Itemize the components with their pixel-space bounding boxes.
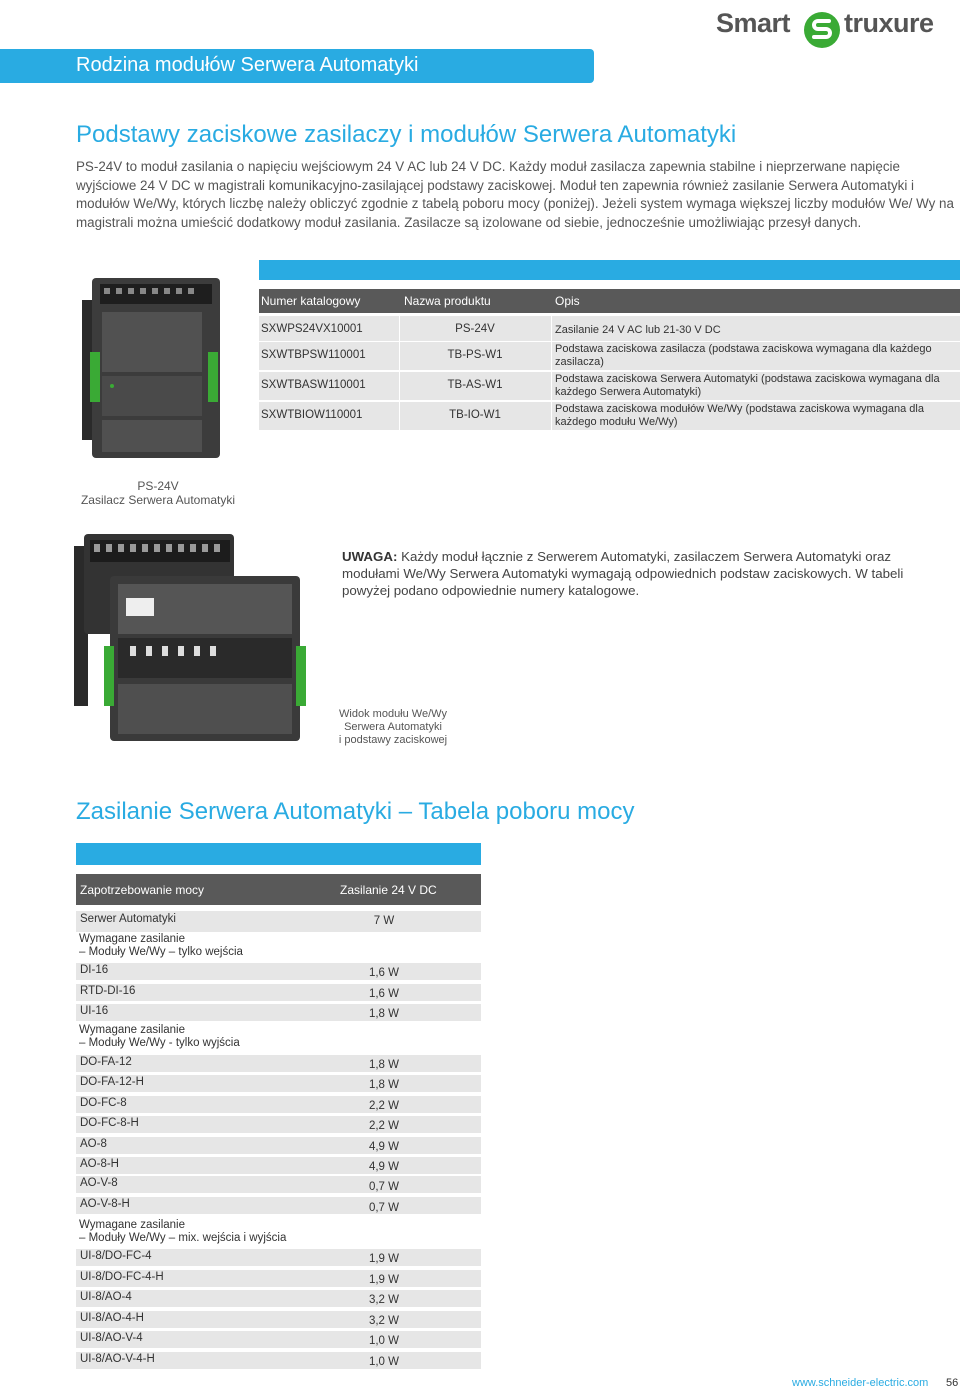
- item-name: UI-8/AO-4: [80, 1291, 132, 1303]
- device2-caption-line1: Widok modułu We/Wy: [339, 708, 447, 720]
- note-block: [342, 548, 942, 599]
- description: Podstawa zaciskowa modułów We/Wy (podstawa zaciskowa wymagana dla każdego modułu We/Wy): [555, 403, 924, 428]
- item-name: UI-8/DO-FC-4: [80, 1250, 152, 1262]
- table-row: [76, 1311, 481, 1328]
- table-row: [259, 342, 960, 370]
- item-value: 1,6 W: [368, 988, 400, 1000]
- smartstruxure-logo: [716, 6, 956, 46]
- table-row: [76, 1352, 481, 1369]
- table-row: [76, 911, 481, 932]
- item-name: UI-8/AO-V-4: [80, 1332, 143, 1344]
- item-name: UI-8/AO-4-H: [80, 1312, 144, 1324]
- table-row: [76, 984, 481, 1001]
- item-name: AO-8: [80, 1138, 107, 1150]
- catalog-number: SXWPS24VX10001: [261, 323, 363, 335]
- device1-caption: [78, 479, 238, 507]
- item-name: DI-16: [80, 964, 109, 976]
- item-value: 1,8 W: [368, 1079, 400, 1091]
- logo-text-smart: Smart: [716, 8, 791, 38]
- group-title: [79, 1219, 329, 1245]
- item-name: UI-16: [80, 1005, 109, 1017]
- item-name: DO-FA-12-H: [80, 1076, 144, 1088]
- logo-s-mark-icon: [802, 10, 842, 50]
- group-title-line1: Wymagane zasilanie: [79, 1219, 186, 1231]
- table-row: [76, 1331, 481, 1348]
- title-banner: [0, 49, 594, 83]
- device2-caption-line2: Serwera Automatyki: [344, 721, 442, 733]
- item-value: 1,9 W: [368, 1274, 400, 1286]
- power-table-header: [76, 874, 481, 905]
- item-value: 3,2 W: [368, 1294, 400, 1306]
- item-name: AO-8-H: [80, 1158, 119, 1170]
- item-name: UI-8/AO-V-4-H: [80, 1353, 155, 1365]
- device1-caption-line1: PS-24V: [137, 479, 179, 493]
- catalog-number: SXWTBPSW110001: [261, 349, 366, 361]
- group-title-line1: Wymagane zasilanie: [79, 1024, 186, 1036]
- item-value: 3,2 W: [368, 1315, 400, 1327]
- col-catalog-number: Numer katalogowy: [261, 294, 361, 308]
- item-value: 4,9 W: [368, 1161, 400, 1173]
- logo-text-truxure: truxure: [844, 8, 934, 38]
- table-row: [76, 1290, 481, 1307]
- item-value: 4,9 W: [368, 1141, 400, 1153]
- table-row: [76, 1270, 481, 1287]
- group-title: [79, 933, 329, 959]
- item-value: 0,7 W: [368, 1181, 400, 1193]
- footer-website-link[interactable]: www.schneider-electric.com: [792, 1377, 929, 1389]
- group-title-line2: – Moduły We/Wy - tylko wyjścia: [79, 1037, 240, 1049]
- description: Podstawa zaciskowa zasilacza (podstawa zaciskowa wymagana dla każdego zasilacza): [555, 343, 932, 368]
- item-value: 1,8 W: [368, 1059, 400, 1071]
- table-row: [76, 1004, 481, 1021]
- product-table-bar: [259, 260, 960, 280]
- item-value: 1,8 W: [368, 1008, 400, 1020]
- item-value: 1,6 W: [368, 967, 400, 979]
- item-name: UI-8/DO-FC-4-H: [80, 1271, 164, 1283]
- power-table-bar: [76, 843, 481, 865]
- table-row: [259, 372, 960, 400]
- product-name: TB-PS-W1: [447, 349, 503, 361]
- col-description: Opis: [555, 294, 580, 308]
- item-value: 7 W: [373, 915, 395, 927]
- table-row: [259, 402, 960, 430]
- io-module-device-image: [70, 526, 315, 748]
- product-name: TB-AS-W1: [447, 379, 503, 391]
- intro-paragraph: PS-24V to moduł zasilania o napięciu wejściowym 24 V AC lub 24 V DC. Każdy moduł zasilacza zapewnia stabilne i nieprzerwane napięcie wyjściowe 24 V DC w magistrali komunikacyjno-zasilającej podstawy zaciskowej. Moduł ten zapewnia również zasilanie Serwera Automatyki i modułów We/Wy, których liczbę należy obliczyć zgodnie z tabelą poboru mocy (poniżej). Jeżeli system wymaga większej liczby modułów We/ Wy na magistrali można umieścić dodatkowy moduł zasilania. Zasilacze są izolowane od siebie, jednocześnie umożliwiając przesył danych.: [76, 159, 954, 230]
- description: Zasilanie 24 V AC lub 21-30 V DC: [555, 324, 721, 336]
- item-name: DO-FC-8: [80, 1097, 127, 1109]
- table-row: [76, 1197, 481, 1214]
- table-row: [76, 1137, 481, 1154]
- col-24v-dc: Zasilanie 24 V DC: [340, 883, 437, 897]
- note-label: UWAGA:: [342, 549, 398, 564]
- item-value: 2,2 W: [368, 1120, 400, 1132]
- page-number: 56: [946, 1377, 959, 1389]
- item-name: AO-V-8: [80, 1177, 118, 1189]
- table-row: [76, 1096, 481, 1113]
- catalog-number: SXWTBASW110001: [261, 379, 366, 391]
- group-title-line2: – Moduły We/Wy – tylko wejścia: [79, 946, 243, 958]
- device2-caption: [318, 708, 468, 747]
- ps24v-device-image: [78, 272, 228, 467]
- product-table-header: [259, 289, 960, 313]
- group-title-line1: Wymagane zasilanie: [79, 933, 186, 945]
- item-value: 0,7 W: [368, 1202, 400, 1214]
- section-title-terminal-bases: Podstawy zaciskowe zasilaczy i modułów Serwera Automatyki: [76, 121, 737, 148]
- col-power-requirement: Zapotrzebowanie mocy: [80, 883, 205, 897]
- table-row: [76, 1157, 481, 1174]
- table-row: [76, 963, 481, 980]
- group-title-line2: – Moduły We/Wy – mix. wejścia i wyjścia: [79, 1232, 287, 1244]
- table-row: [76, 1055, 481, 1072]
- note-text: Każdy moduł łącznie z Serwerem Automatyki, zasilaczem Serwera Automatyki oraz modułami We/Wy Serwera Automatyki wymagają odpowiednich podstaw zaciskowych. W tabeli powyżej podano odpowiednie numery katalogowe.: [342, 549, 904, 598]
- item-name: AO-V-8-H: [80, 1198, 130, 1210]
- item-name: DO-FA-12: [80, 1056, 132, 1068]
- col-product-name: Nazwa produktu: [404, 294, 491, 308]
- description: Podstawa zaciskowa Serwera Automatyki (podstawa zaciskowa wymagana dla każdego Serwera Automatyki): [555, 373, 940, 398]
- item-value: 2,2 W: [368, 1100, 400, 1112]
- item-name: DO-FC-8-H: [80, 1117, 139, 1129]
- table-row: [76, 1249, 481, 1266]
- table-row: [76, 1075, 481, 1092]
- item-value: 1,0 W: [368, 1356, 400, 1368]
- item-name: Serwer Automatyki: [80, 913, 176, 925]
- item-name: RTD-DI-16: [80, 985, 136, 997]
- product-name: PS-24V: [455, 323, 495, 335]
- device1-caption-line2: Zasilacz Serwera Automatyki: [80, 493, 236, 507]
- table-row: [76, 1116, 481, 1133]
- banner-title: Rodzina modułów Serwera Automatyki: [76, 54, 419, 76]
- item-value: 1,0 W: [368, 1335, 400, 1347]
- catalog-number: SXWTBIOW110001: [261, 409, 363, 421]
- group-title: [79, 1024, 329, 1050]
- device2-caption-line3: i podstawy zaciskowej: [338, 734, 448, 746]
- section-title-power-table: Zasilanie Serwera Automatyki – Tabela poboru mocy: [76, 798, 635, 825]
- table-row: [76, 1176, 481, 1193]
- table-row: [259, 316, 960, 341]
- product-name: TB-IO-W1: [449, 409, 501, 421]
- item-value: 1,9 W: [368, 1253, 400, 1265]
